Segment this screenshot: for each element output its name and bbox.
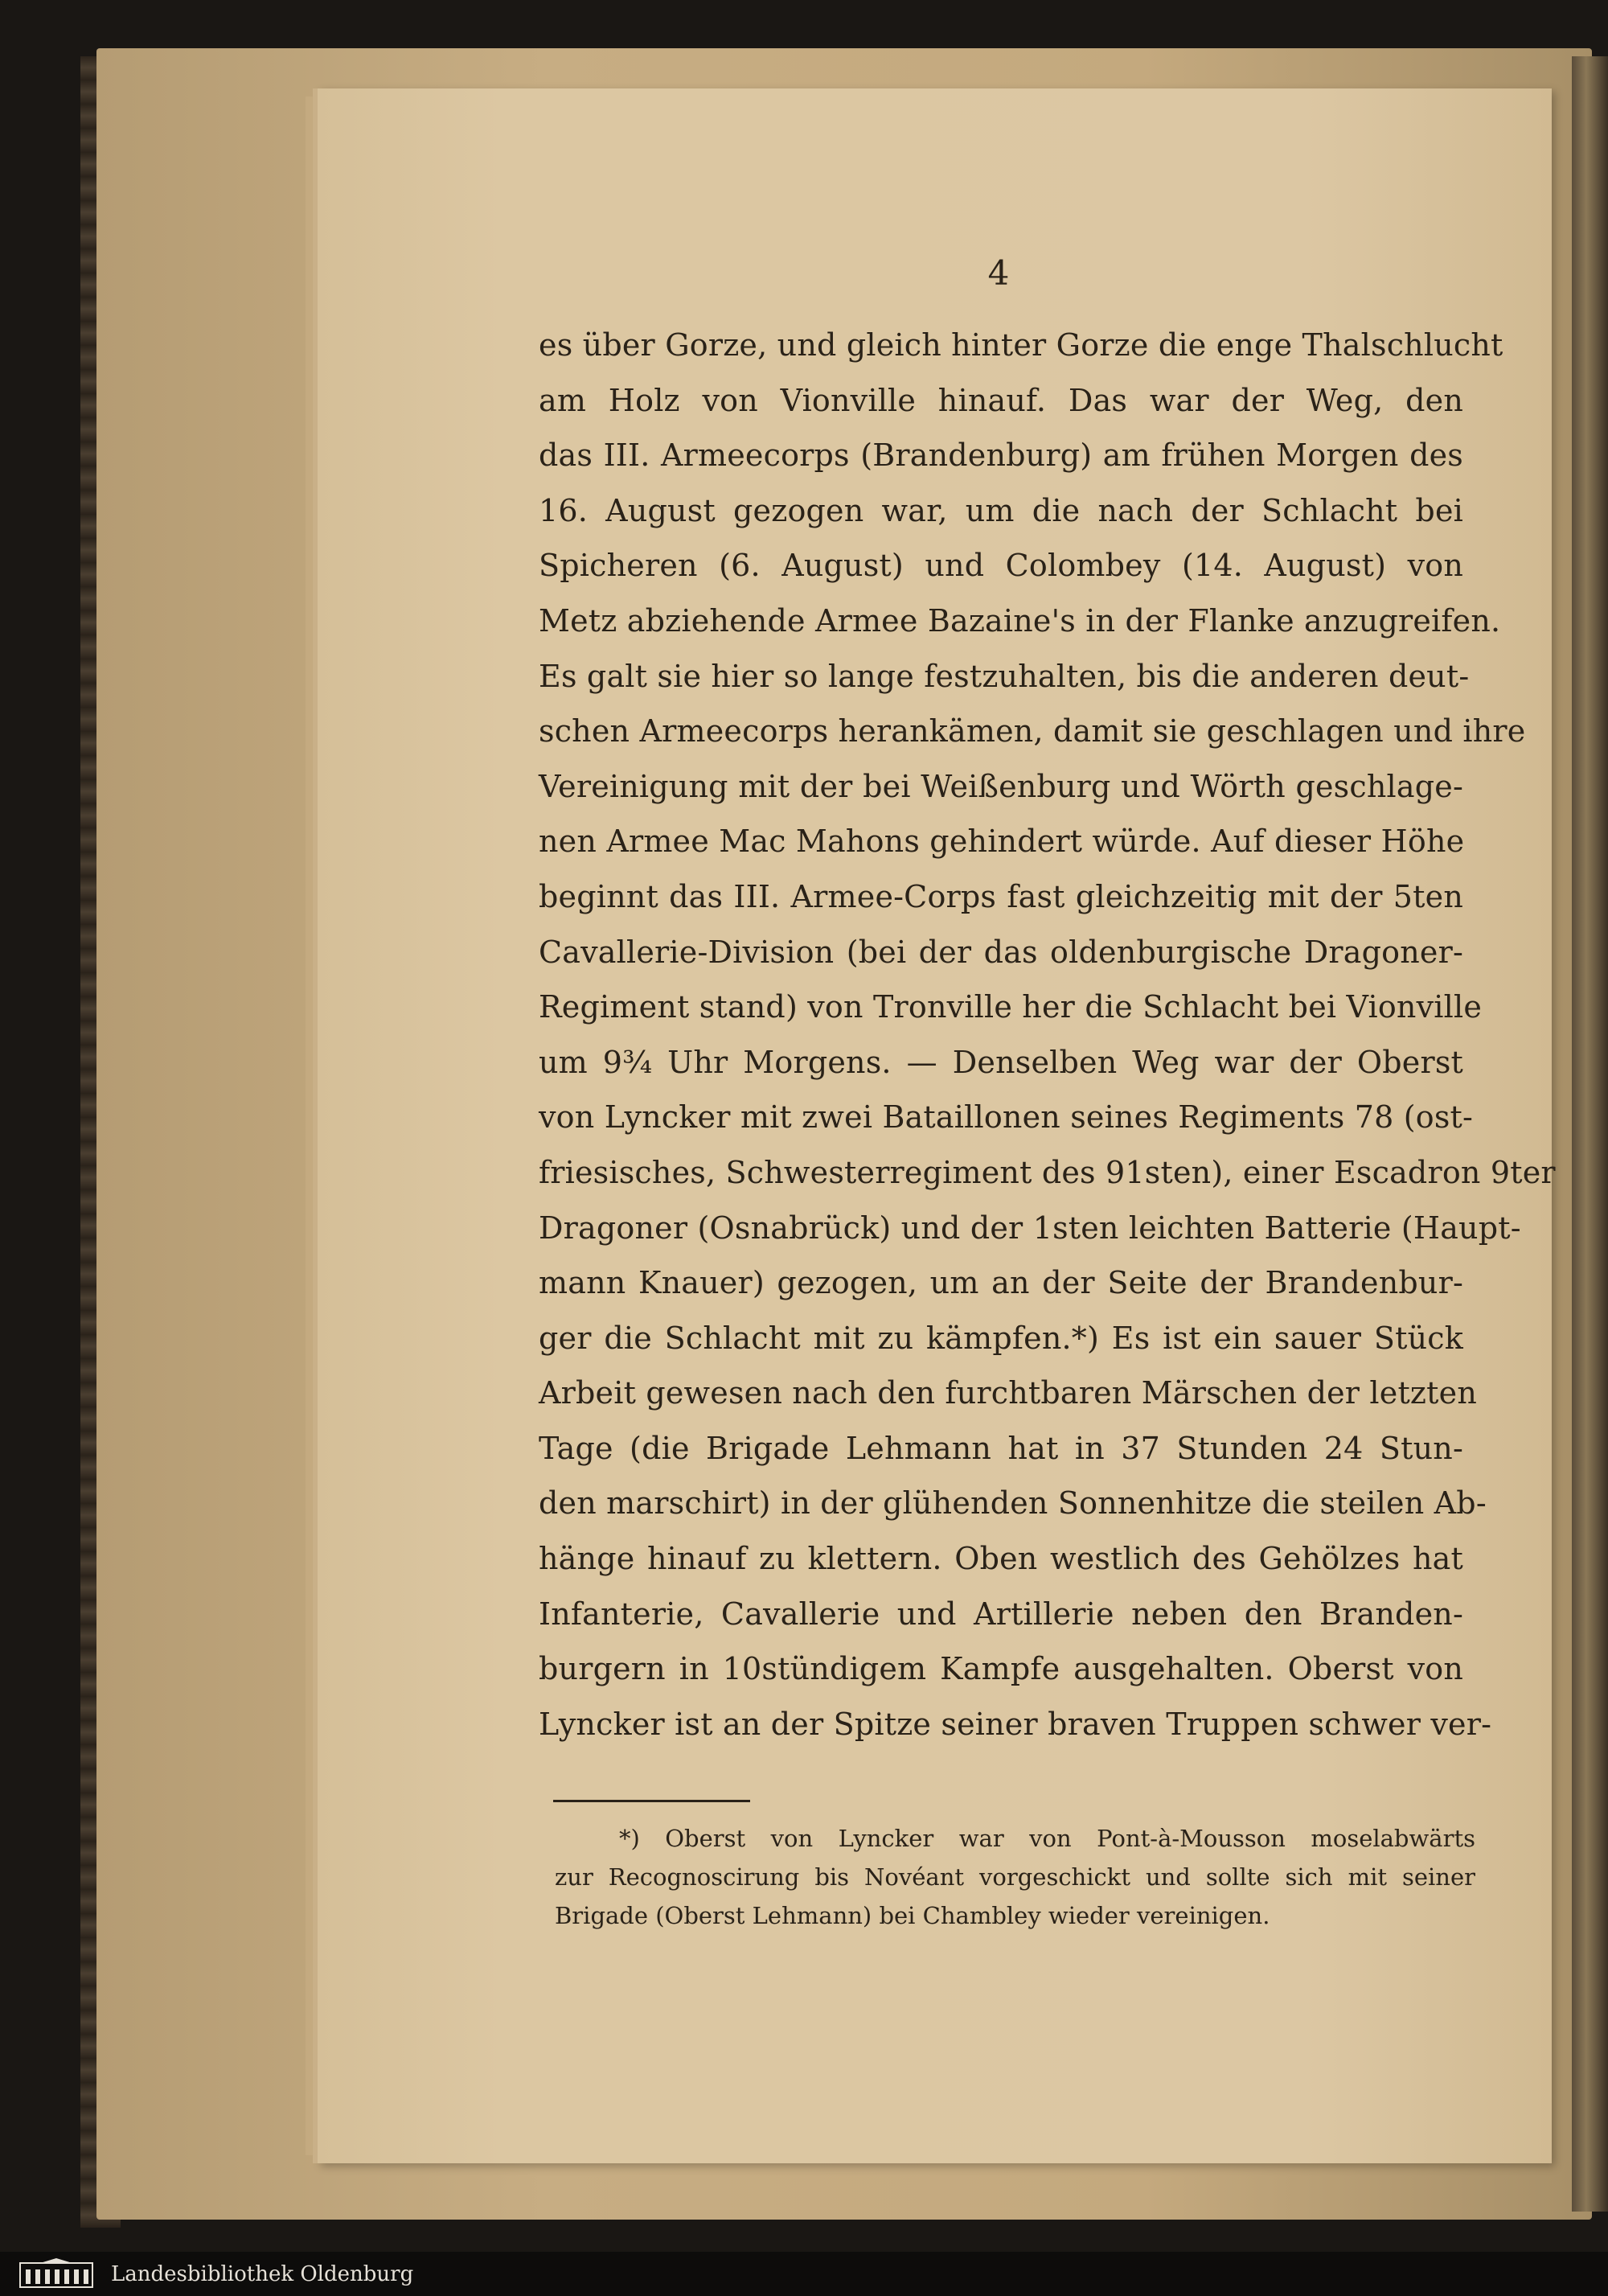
text-line: Regiment stand) von Tronville her die Schlacht bei Vionville — [539, 989, 1483, 1025]
footnote-line: Brigade (Oberst Lehmann) bei Chambley wieder vereinigen. — [555, 1902, 1270, 1929]
text-line: burgern in 10stündigem Kampfe ausgehalten. Oberst von — [539, 1651, 1463, 1687]
text-line: Arbeit gewesen nach den furchtbaren Märschen der letzten — [539, 1375, 1477, 1411]
page-number: 4 — [987, 253, 1010, 293]
text-line: es über Gorze, und gleich hinter Gorze die enge Thalschlucht — [539, 327, 1503, 363]
footer-library-label: Landesbibliothek Oldenburg — [111, 2261, 414, 2286]
text-line: mann Knauer) gezogen, um an der Seite der Brandenbur- — [539, 1265, 1463, 1301]
text-line: ger die Schlacht mit zu kämpfen.*) Es ist ein sauer Stück — [539, 1320, 1463, 1356]
text-line: Vereinigung mit der bei Weißenburg und Wörth geschlage- — [539, 768, 1463, 804]
text-line: Dragoner (Osnabrück) und der 1sten leichten Batterie (Haupt- — [539, 1210, 1521, 1246]
text-line: den marschirt) in der glühenden Sonnenhitze die steilen Ab- — [539, 1485, 1487, 1522]
text-line: Lyncker ist an der Spitze seiner braven Truppen schwer ver- — [539, 1706, 1492, 1742]
text-line: 16. August gezogen war, um die nach der Schlacht bei — [539, 492, 1463, 528]
text-line: Tage (die Brigade Lehmann hat in 37 Stunden 24 Stun- — [539, 1430, 1463, 1466]
book-spine-right — [1572, 56, 1608, 2212]
footnote-divider — [553, 1800, 750, 1802]
library-building-icon — [16, 2258, 96, 2290]
text-line: hänge hinauf zu klettern. Oben westlich des Gehölzes hat — [539, 1541, 1463, 1577]
text-line: nen Armee Mac Mahons gehindert würde. Auf dieser Höhe — [539, 824, 1465, 860]
text-line: Cavallerie-Division (bei der das oldenburgische Dragoner- — [539, 934, 1463, 970]
footer-bar — [0, 2252, 1608, 2296]
text-line: das III. Armeecorps (Brandenburg) am frühen Morgen des — [539, 437, 1463, 474]
text-line: von Lyncker mit zwei Bataillonen seines Regiments 78 (ost- — [539, 1099, 1474, 1136]
text-line: Metz abziehende Armee Bazaine's in der Flanke anzugreifen. — [539, 602, 1501, 639]
footnote-line: *) Oberst von Lyncker war von Pont-à-Mousson moselabwärts — [619, 1825, 1475, 1852]
text-line: um 9¾ Uhr Morgens. — Denselben Weg war der Oberst — [539, 1044, 1463, 1080]
text-line: Infanterie, Cavallerie und Artillerie neben den Branden- — [539, 1596, 1463, 1632]
footnote — [555, 1819, 1475, 1935]
text-line: schen Armeecorps herankämen, damit sie geschlagen und ihre — [539, 713, 1526, 750]
text-line: Spicheren (6. August) und Colombey (14. August) von — [539, 548, 1463, 584]
text-line: am Holz von Vionville hinauf. Das war der Weg, den — [539, 382, 1463, 418]
text-line: beginnt das III. Armee-Corps fast gleichzeitig mit der 5ten — [539, 878, 1463, 914]
text-line: friesisches, Schwesterregiment des 91sten), einer Escadron 9ter — [539, 1154, 1556, 1190]
footnote-line: zur Recognoscirung bis Novéant vorgeschickt und sollte sich mit seiner — [555, 1863, 1475, 1891]
body-text — [539, 318, 1556, 1752]
text-line: Es galt sie hier so lange festzuhalten, bis die anderen deut- — [539, 658, 1470, 694]
